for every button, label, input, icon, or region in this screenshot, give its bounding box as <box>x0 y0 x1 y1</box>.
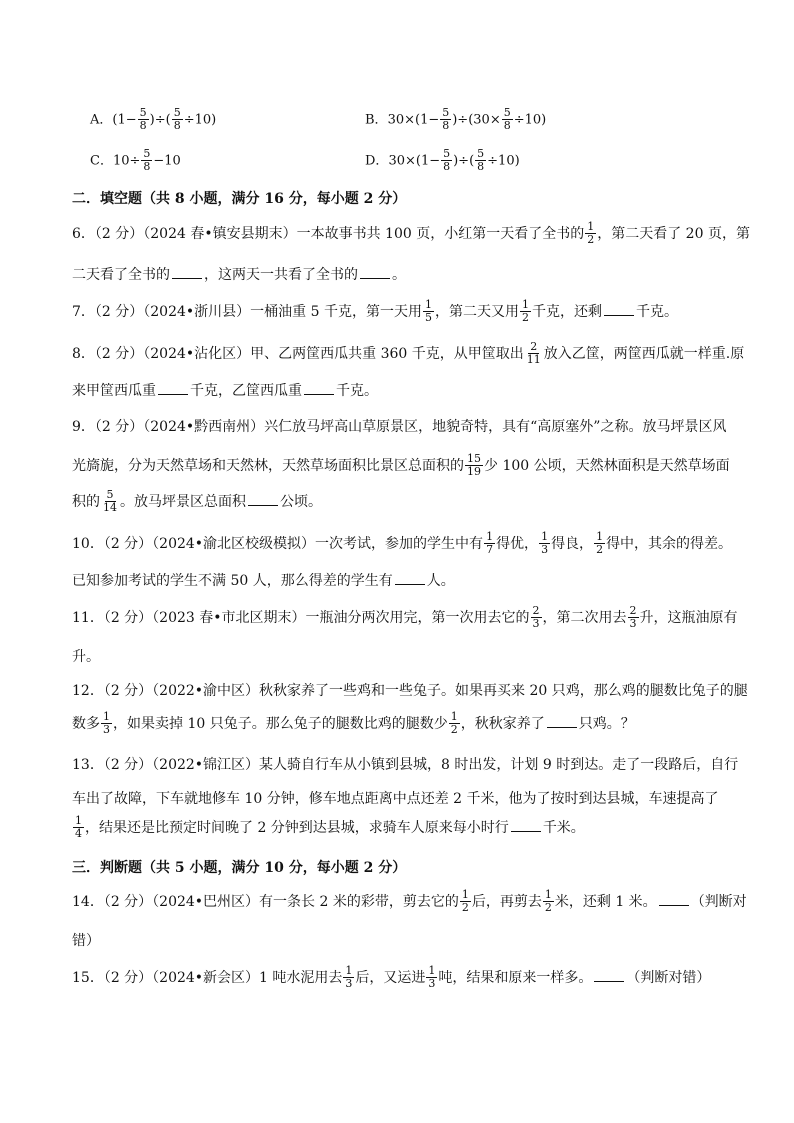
question-10-line-1 <box>72 532 732 556</box>
q6-text: 6．（2 分）（2024 春•镇安县期末）一本故事书共 100 页，小红第一天看了全书的 <box>72 226 585 243</box>
q9-text: 光旖旎，分为天然草场和天然林，天然草场面积比景区总面积的 <box>72 458 464 475</box>
frac-num: 1 <box>75 814 82 827</box>
q8-text: 来甲筐西瓜重 <box>72 383 156 399</box>
q7-text: ，第二天又用 <box>434 304 519 321</box>
frac-den: 11 <box>526 352 541 366</box>
question-13-line-3 <box>72 816 585 840</box>
answer-blank[interactable] <box>158 382 188 395</box>
frac-den: 8 <box>443 159 451 173</box>
option-d-label: D． <box>365 153 389 169</box>
q10-text: 10．（2 分）（2024•渝北区校级模拟）一次考试，参加的学生中有 <box>72 536 484 553</box>
answer-blank[interactable] <box>604 303 634 316</box>
q9-text: 9．（2 分）（2024•黔西南州）兴仁放马坪高山草原景区，地貌奇特，具有“高原塞外”之称。放马坪景区风 <box>72 419 727 435</box>
q10-text: 人。 <box>426 573 455 589</box>
option-b <box>365 108 546 132</box>
section-heading-judgement: 三．判断题（共 5 小题，满分 10 分，每小题 2 分） <box>72 860 407 876</box>
question-8-line-1 <box>72 342 744 366</box>
question-15 <box>72 966 710 990</box>
q11-text: 升。 <box>72 649 100 665</box>
question-9-line-3 <box>72 490 322 514</box>
frac-num: 1 <box>541 530 549 543</box>
q12-text: 数多 <box>72 716 100 733</box>
fraction <box>460 889 471 913</box>
frac-num: 1 <box>486 530 494 543</box>
frac-num: 1 <box>450 710 458 723</box>
fraction <box>426 965 437 989</box>
frac-num: 1 <box>103 710 110 723</box>
fraction <box>594 531 605 555</box>
q11-text: 升，这瓶油原有 <box>639 610 738 627</box>
q8-text: 放入乙筐，两筐西瓜就一样重.原 <box>543 346 745 363</box>
frac-num: 5 <box>443 147 451 160</box>
answer-blank[interactable] <box>172 266 202 279</box>
frac-num: 5 <box>173 106 181 119</box>
question-9-line-1 <box>72 416 726 436</box>
option-a-text: (1− <box>112 112 137 128</box>
q9-text: 积的 <box>72 494 100 511</box>
question-14-line-1 <box>72 890 747 914</box>
frac-den: 8 <box>143 159 151 173</box>
fraction <box>525 341 543 365</box>
fraction <box>423 299 434 323</box>
option-b-text: 30×(1− <box>387 112 440 128</box>
option-a-text: ÷10) <box>183 112 217 128</box>
fraction <box>539 531 550 555</box>
frac-num: 2 <box>530 340 538 353</box>
q12-text: 12．（2 分）（2022•渝中区）秋秋家养了一些鸡和一些兔子。如果再买来 20 只鸡，那么鸡的腿数比兔子的腿 <box>72 683 748 699</box>
frac-num: 1 <box>521 298 529 311</box>
q12-text: ，如果卖掉 10 只兔子。那么兔子的腿数比鸡的腿数少 <box>113 716 448 733</box>
fraction <box>520 299 531 323</box>
option-a <box>90 108 216 132</box>
answer-blank[interactable] <box>395 572 425 585</box>
question-9-line-2 <box>72 454 730 478</box>
question-12-line-2 <box>72 712 635 736</box>
q14-text: 错） <box>72 933 100 949</box>
answer-blank[interactable] <box>547 715 577 728</box>
q10-text: 已知参加考试的学生不满 50 人，那么得差的学生有 <box>72 573 393 589</box>
frac-num: 1 <box>596 530 604 543</box>
frac-den: 8 <box>173 118 181 132</box>
frac-den: 7 <box>486 542 494 556</box>
q10-text: 得良， <box>551 536 594 553</box>
fraction <box>440 107 451 131</box>
question-11-line-1 <box>72 606 738 630</box>
frac-num: 2 <box>532 604 540 617</box>
q13-text: ，结果还是比预定时间晚了 2 分钟到达县城，求骑车人原来每小时行 <box>85 820 509 837</box>
frac-den: 3 <box>345 976 353 990</box>
frac-den: 8 <box>477 159 485 173</box>
q14-text: 14．（2 分）（2024•巴州区）有一条长 2 米的彩带，剪去它的 <box>72 894 459 911</box>
fraction <box>449 711 460 735</box>
fraction <box>141 148 152 172</box>
option-c-label: C． <box>90 153 113 169</box>
q11-text: 11．（2 分）（2023 春•市北区期末）一瓶油分两次用完，第一次用去它的 <box>72 610 530 627</box>
frac-num: 5 <box>477 147 485 160</box>
fraction <box>343 965 354 989</box>
fraction <box>585 221 596 245</box>
option-c-text: 10÷ <box>112 153 141 169</box>
q6-text: ，这两天一共看了全书的 <box>204 267 358 283</box>
frac-den: 3 <box>103 722 110 736</box>
q7-text: 千克，还剩 <box>531 304 602 321</box>
q8-text: 8．（2 分）（2024•沾化区）甲、乙两筐西瓜共重 360 千克，从甲筐取出 <box>72 346 524 363</box>
q7-text: 7．（2 分）（2024•浙川县）一桶油重 5 千克，第一天用 <box>72 304 422 321</box>
answer-blank[interactable] <box>360 266 390 279</box>
option-d-text: ÷10) <box>487 153 520 169</box>
fraction <box>502 107 513 131</box>
answer-blank[interactable] <box>511 819 541 832</box>
frac-den: 3 <box>532 616 540 630</box>
answer-blank[interactable] <box>304 382 334 395</box>
frac-den: 3 <box>428 976 436 990</box>
frac-num: 5 <box>143 147 151 160</box>
option-c <box>90 149 181 173</box>
section-heading-fill-in: 二．填空题（共 8 小题，满分 16 分，每小题 2 分） <box>72 191 407 207</box>
q13-text: 千米。 <box>542 820 585 837</box>
option-c-text: −10 <box>153 153 181 169</box>
q9-text: 公顷。 <box>280 494 322 511</box>
frac-den: 3 <box>541 542 549 556</box>
frac-den: 14 <box>103 500 117 514</box>
q7-text: 千克。 <box>635 304 678 321</box>
answer-blank[interactable] <box>248 493 278 506</box>
q15-text: 后，又运进 <box>355 970 426 987</box>
question-13-line-1 <box>72 754 738 774</box>
frac-num: 1 <box>461 888 469 901</box>
fraction <box>465 453 483 477</box>
frac-den: 19 <box>467 464 481 478</box>
frac-num: 1 <box>544 888 552 901</box>
option-b-label: B． <box>365 112 388 128</box>
frac-num: 1 <box>428 964 436 977</box>
question-11-line-2 <box>72 646 100 666</box>
frac-num: 5 <box>503 106 511 119</box>
frac-den: 2 <box>450 722 458 736</box>
option-d-text: 30×(1− <box>388 153 441 169</box>
q11-text: ，第二次用去 <box>542 610 627 627</box>
option-b-text: )÷(30× <box>452 112 501 128</box>
frac-num: 5 <box>139 106 147 119</box>
frac-den: 4 <box>75 826 82 840</box>
frac-den: 2 <box>587 232 595 246</box>
frac-num: 1 <box>345 964 353 977</box>
frac-num: 5 <box>442 106 450 119</box>
fraction <box>628 605 639 629</box>
frac-num: 1 <box>424 298 432 311</box>
option-a-label: A． <box>90 112 113 128</box>
q13-text: 13．（2 分）（2022•锦江区）某人骑自行车从小镇到县城，8 时出发，计划 9 时到达。走了一段路后，自行 <box>72 757 739 773</box>
q9-text: 。放马坪景区总面积 <box>120 494 246 511</box>
frac-den: 2 <box>461 900 469 914</box>
q12-text: ，秋秋家养了 <box>460 716 545 733</box>
question-13-line-2 <box>72 788 719 808</box>
q13-text: 车出了故障，下车就地修车 10 分钟，修车地点距离中点还差 2 千米，他为了按时到达县城，车速提高了 <box>72 791 719 807</box>
fraction <box>73 815 84 839</box>
q15-text: （判断对错） <box>626 970 711 987</box>
frac-den: 8 <box>139 118 147 132</box>
option-a-text: )÷( <box>149 112 171 128</box>
q14-text: 米，还剩 1 米。 <box>554 894 657 911</box>
frac-num: 1 <box>587 220 595 233</box>
q6-text: ，第二天看了 20 页，第 <box>597 226 750 243</box>
fraction <box>484 531 495 555</box>
frac-den: 5 <box>424 310 432 324</box>
q9-text: 少 100 公顷，天然林面积是天然草场面 <box>484 458 730 475</box>
q6-text: 。 <box>392 267 406 283</box>
frac-den: 2 <box>521 310 529 324</box>
question-7 <box>72 300 678 324</box>
question-8-line-2 <box>72 380 378 400</box>
option-b-text: ÷10) <box>513 112 547 128</box>
q6-text: 二天看了全书的 <box>72 267 170 283</box>
fraction <box>172 107 183 131</box>
option-d <box>365 149 520 173</box>
frac-num: 5 <box>106 488 114 501</box>
question-12-line-1 <box>72 680 748 700</box>
q14-text: 后，再剪去 <box>471 894 542 911</box>
option-d-text: )÷( <box>453 153 475 169</box>
q15-text: 15．（2 分）（2024•新会区）1 吨水泥用去 <box>72 970 343 987</box>
fraction <box>101 489 119 513</box>
fraction <box>138 107 149 131</box>
frac-num: 2 <box>629 604 637 617</box>
fraction <box>543 889 554 913</box>
q10-text: 得中，其余的得差。 <box>606 536 733 553</box>
question-6-line-2 <box>72 264 406 284</box>
q10-text: 得优， <box>496 536 539 553</box>
question-14-line-2 <box>72 930 100 950</box>
fraction <box>441 148 452 172</box>
frac-den: 3 <box>629 616 637 630</box>
fraction <box>475 148 486 172</box>
q8-text: 千克。 <box>336 383 378 399</box>
frac-den: 8 <box>442 118 450 132</box>
frac-num: 15 <box>467 452 481 465</box>
q12-text: 只鸡。？ <box>578 716 635 733</box>
answer-blank[interactable] <box>594 969 624 982</box>
frac-den: 2 <box>596 542 604 556</box>
q15-text: 吨，结果和原来一样多。 <box>438 970 593 987</box>
frac-den: 2 <box>544 900 552 914</box>
q14-text: （判断对 <box>690 894 747 911</box>
question-10-line-2 <box>72 570 455 590</box>
answer-blank[interactable] <box>659 893 689 906</box>
frac-den: 8 <box>503 118 511 132</box>
q8-text: 千克，乙筐西瓜重 <box>190 383 302 399</box>
fraction <box>101 711 112 735</box>
fraction <box>531 605 542 629</box>
question-6-line-1 <box>72 222 750 246</box>
